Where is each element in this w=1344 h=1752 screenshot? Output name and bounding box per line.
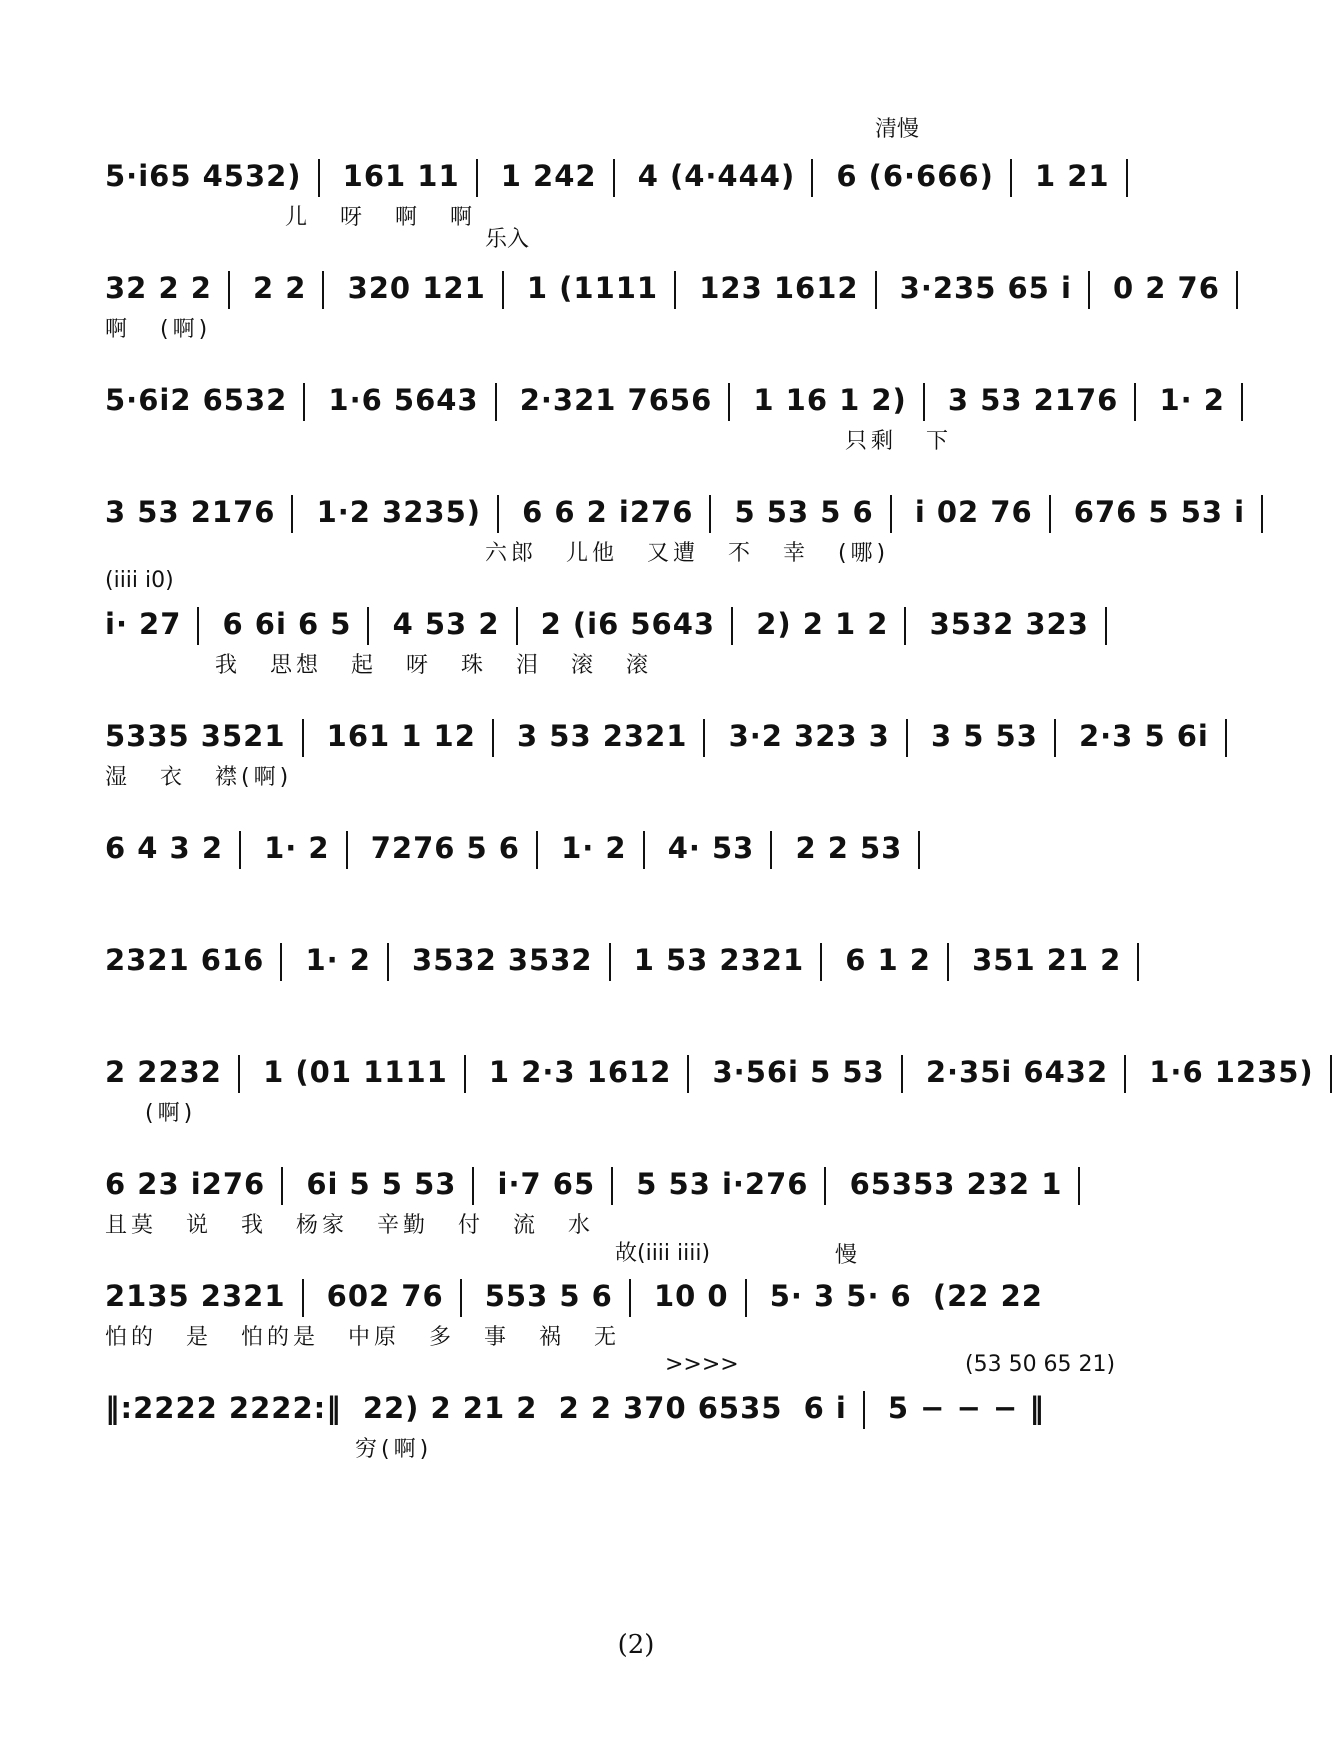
measure: 161 11 — [342, 159, 460, 193]
barline — [811, 159, 813, 197]
measure: 4 (4·444) — [637, 159, 796, 193]
barline — [1126, 159, 1128, 197]
barline — [536, 831, 538, 869]
barline — [643, 831, 645, 869]
barline — [703, 719, 705, 757]
measure: 32 2 2 — [105, 271, 212, 305]
measure: 161 1 12 — [326, 719, 476, 753]
note-line — [105, 1276, 1180, 1316]
entry-mark: 乐入 — [485, 227, 530, 252]
barline — [923, 383, 925, 421]
score-line — [105, 117, 1180, 230]
note-line — [105, 1164, 1180, 1204]
measure: 1 2·3 1612 — [488, 1055, 672, 1089]
measure: 1 242 — [500, 159, 597, 193]
measure: 2 2 — [253, 271, 307, 305]
barline — [197, 607, 199, 645]
barline — [303, 383, 305, 421]
measure: ‖:2222 2222:‖ — [105, 1391, 342, 1425]
measure: (22 22 — [932, 1279, 1043, 1313]
barline — [495, 383, 497, 421]
barline — [1078, 1167, 1080, 1205]
barline — [674, 271, 676, 309]
barline — [472, 1167, 474, 1205]
measure: 5 53 i·276 — [636, 1167, 809, 1201]
barline — [1124, 1055, 1126, 1093]
note-line — [105, 604, 1180, 644]
measure: i· 27 — [105, 607, 182, 641]
barline — [863, 1391, 865, 1429]
barline — [687, 1055, 689, 1093]
barline — [890, 495, 892, 533]
barline — [228, 271, 230, 309]
measure: 123 1612 — [699, 271, 859, 305]
measure: 3·56i 5 53 — [712, 1055, 885, 1089]
measure: 2321 616 — [105, 943, 265, 977]
barline — [1054, 719, 1056, 757]
measure: 0 2 76 — [1113, 271, 1220, 305]
barline — [318, 159, 320, 197]
tempo-mark: 故(iiii iiii) — [615, 1241, 711, 1266]
measure: 7276 5 6 — [370, 831, 520, 865]
ending-phrase: (53 50 65 21) — [965, 1352, 1116, 1377]
measure: 5·6i2 6532 — [105, 383, 288, 417]
measure: 6 1 2 — [845, 943, 931, 977]
note-line — [105, 380, 1225, 420]
barline — [770, 831, 772, 869]
measure: 320 121 — [347, 271, 486, 305]
note-line — [105, 716, 1209, 756]
score-line — [105, 680, 1209, 790]
barline — [476, 159, 478, 197]
barline — [906, 719, 908, 757]
barline — [731, 607, 733, 645]
measure: 6 4 3 2 — [105, 831, 224, 865]
measure: 1· 2 — [1159, 383, 1225, 417]
barline — [492, 719, 494, 757]
barline — [502, 271, 504, 309]
measure: i 02 76 — [914, 495, 1033, 529]
barline — [709, 495, 711, 533]
barline — [460, 1279, 462, 1317]
barline — [611, 1167, 613, 1205]
tempo-mark: 慢 — [835, 1243, 858, 1268]
score-line — [105, 227, 1220, 342]
measure: 6 6i 6 5 — [222, 607, 352, 641]
score-line — [105, 792, 1180, 902]
barline — [497, 495, 499, 533]
barline — [824, 1167, 826, 1205]
lyric-line: 儿 呀 啊 啊 — [285, 205, 476, 230]
barline — [1225, 719, 1227, 757]
barline — [613, 159, 615, 197]
lyric-line: 穷(啊) — [355, 1437, 433, 1462]
barline — [464, 1055, 466, 1093]
measure: 2 2 370 6535 — [558, 1391, 783, 1425]
note-line — [105, 828, 1180, 868]
measure: 6 23 i276 — [105, 1167, 266, 1201]
measure: 3 53 2321 — [517, 719, 688, 753]
measure: i·7 65 — [497, 1167, 596, 1201]
page-number: (2) — [617, 1630, 655, 1660]
barline — [1236, 271, 1238, 309]
score-line — [105, 568, 1180, 678]
barline — [302, 1279, 304, 1317]
note-line — [105, 940, 1180, 980]
barline — [1241, 383, 1243, 421]
lyric-line: (啊) — [145, 1101, 197, 1126]
score-line — [105, 904, 1180, 1014]
measure: 351 21 2 — [972, 943, 1122, 977]
measure: 1·6 5643 — [328, 383, 479, 417]
barline — [238, 1055, 240, 1093]
lyric-line: 六郎 儿他 又遭 不 幸 (哪) — [485, 541, 890, 566]
score-line — [105, 456, 1246, 566]
measure: 3·235 65 i — [899, 271, 1072, 305]
lyric-line: 湿 衣 襟(啊) — [105, 765, 293, 790]
measure: 10 0 — [653, 1279, 729, 1313]
measure: 2·321 7656 — [519, 383, 713, 417]
measure: 65353 232 1 — [849, 1167, 1063, 1201]
barline — [291, 495, 293, 533]
measure: 22) 2 21 2 — [362, 1391, 538, 1425]
score-line — [105, 344, 1225, 454]
measure: 3 53 2176 — [105, 495, 276, 529]
note-line — [105, 156, 1180, 196]
barline — [1261, 495, 1263, 533]
lyric-line: 且莫 说 我 杨家 辛勤 付 流 水 — [105, 1213, 594, 1238]
measure: 6 (6·666) — [836, 159, 994, 193]
note-line — [105, 268, 1220, 308]
barline — [947, 943, 949, 981]
measure: 1 21 — [1034, 159, 1110, 193]
measure: 1· 2 — [305, 943, 371, 977]
barline — [302, 719, 304, 757]
measure: 2 2 53 — [795, 831, 903, 865]
measure: 5335 3521 — [105, 719, 286, 753]
barline — [629, 1279, 631, 1317]
score-line — [105, 1016, 1314, 1126]
measure: 1· 2 — [561, 831, 627, 865]
measure: 676 5 53 i — [1073, 495, 1246, 529]
lyric-line: 只剩 下 — [845, 429, 952, 454]
measure: 2135 2321 — [105, 1279, 286, 1313]
note-line — [105, 1388, 1180, 1428]
measure: 1 (01 1111 — [263, 1055, 448, 1089]
measure: 602 76 — [326, 1279, 444, 1313]
barline — [239, 831, 241, 869]
lyric-line: 怕的 是 怕的是 中原 多 事 祸 无 — [105, 1325, 620, 1350]
measure: 2·3 5 6i — [1078, 719, 1209, 753]
measure: 2 2232 — [105, 1055, 222, 1089]
ornament-mark: (iiii i0) — [105, 568, 174, 593]
measure: 3 53 2176 — [947, 383, 1119, 417]
score-line — [105, 1352, 1180, 1462]
measure: 5 53 5 6 — [734, 495, 874, 529]
accent-mark: >>>> — [665, 1352, 739, 1377]
barline — [875, 271, 877, 309]
barline — [745, 1279, 747, 1317]
barline — [346, 831, 348, 869]
lyric-line: 啊 (啊) — [105, 317, 212, 342]
barline — [322, 271, 324, 309]
barline — [367, 607, 369, 645]
barline — [516, 607, 518, 645]
measure: 6 i — [803, 1391, 847, 1425]
measure: 1 (1111 — [526, 271, 659, 305]
measure: 5· 3 5· 6 — [769, 1279, 912, 1313]
measure: 2·35i 6432 — [925, 1055, 1109, 1089]
score-line — [105, 1240, 1180, 1350]
measure: 4· 53 — [667, 831, 755, 865]
note-line — [105, 492, 1246, 532]
lyric-line: 我 思想 起 呀 珠 泪 滚 滚 — [215, 653, 652, 678]
barline — [728, 383, 730, 421]
measure: 4 53 2 — [392, 607, 500, 641]
barline — [901, 1055, 903, 1093]
measure: 2 (i6 5643 — [540, 607, 716, 641]
barline — [1105, 607, 1107, 645]
barline — [1137, 943, 1139, 981]
barline — [904, 607, 906, 645]
barline — [1330, 1055, 1332, 1093]
measure: 1 53 2321 — [633, 943, 805, 977]
tempo-mark: 清慢 — [875, 117, 920, 142]
barline — [1049, 495, 1051, 533]
barline — [281, 1167, 283, 1205]
measure: 3532 323 — [929, 607, 1089, 641]
measure: 1·2 3235) — [316, 495, 481, 529]
measure: 3532 3532 — [412, 943, 593, 977]
measure: 5 − − − ‖ — [887, 1391, 1045, 1425]
barline — [1088, 271, 1090, 309]
barline — [387, 943, 389, 981]
measure: 3·2 323 3 — [728, 719, 890, 753]
barline — [1134, 383, 1136, 421]
barline — [1010, 159, 1012, 197]
measure: 3 5 53 — [930, 719, 1038, 753]
barline — [280, 943, 282, 981]
measure: 1· 2 — [264, 831, 330, 865]
note-line — [105, 1052, 1314, 1092]
score-line — [105, 1128, 1180, 1238]
barline — [609, 943, 611, 981]
barline — [820, 943, 822, 981]
measure: 1 16 1 2) — [753, 383, 907, 417]
measure: 6i 5 5 53 — [306, 1167, 457, 1201]
measure: 6 6 2 i276 — [522, 495, 694, 529]
measure: 2) 2 1 2 — [756, 607, 889, 641]
measure: 5·i65 4532) — [105, 159, 302, 193]
barline — [918, 831, 920, 869]
measure: 553 5 6 — [484, 1279, 613, 1313]
measure: 1·6 1235) — [1149, 1055, 1314, 1089]
